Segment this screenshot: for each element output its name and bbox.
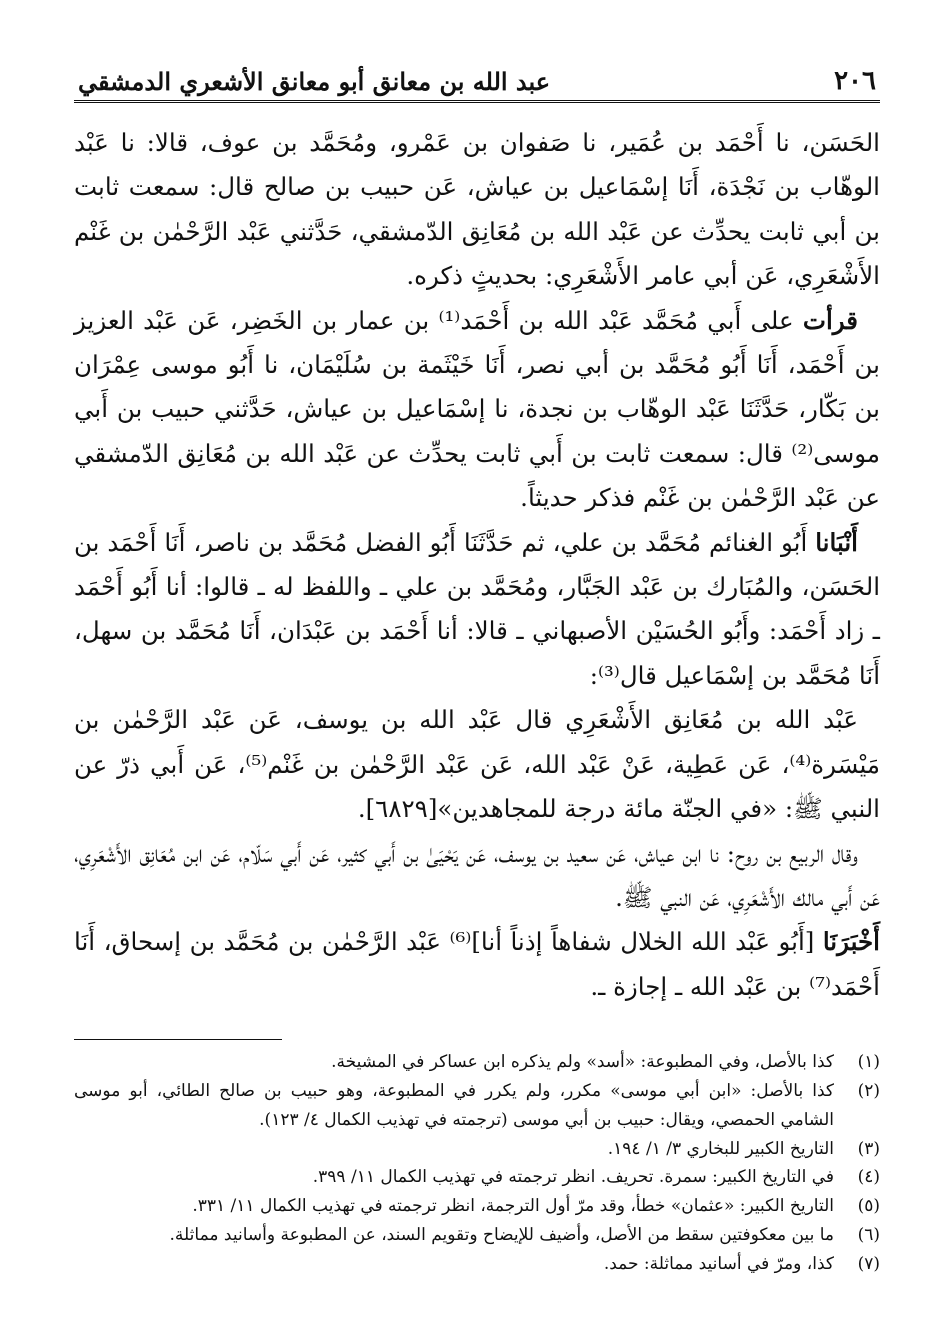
paragraph (74, 121, 880, 299)
footnote-text: كذا بالأصل: «ابن أبي موسى» مكرر، ولم يكرر في المطبوعة، وهو حبيب بن صالح الطائي، أبو موسى الشامي الحمصي، ويقال: حبيب بن أبي موسى (ترجمته في تهذيب الكمال ٤/ ١٢٣). (74, 1080, 834, 1130)
footnote-number: (٧) (857, 1253, 880, 1274)
footnote (74, 1135, 880, 1164)
paragraph-lead: أَخْبَرَنَا (822, 927, 880, 957)
page-header (74, 60, 880, 103)
paragraph-lead: قرأت (802, 305, 858, 335)
footnote-text: ما بين معكوفتين سقط من الأصل، وأضيف للإيضاح وتقويم السند، عن المطبوعة وأسانيد مماثلة. (169, 1224, 834, 1245)
footnote-number: (٢) (857, 1080, 880, 1101)
footnote (74, 1048, 880, 1077)
footnote-text: التاريخ الكبير: «عثمان» خطأ، وقد مرّ أول الترجمة، انظر ترجمته في تهذيب الكمال ١١/ ٣٣١. (192, 1196, 834, 1217)
paragraph-text: عَبْد الله بن مُعَانِق الأَشْعَرِي قال عَبْد الله بن يوسف، عَن عَبْد الرَّحْمٰن بن مَيْسَرة⁽⁴⁾، عَن عَطِية، عَنْ عَبْد الله، عَن عَبْد الرَّحْمٰن بن غَنْم⁽⁵⁾، عَن أَبي ذرّ عن النبي ﷺ: «في الجنّة مائة درجة للمجاهدين»[٦٨٢٩]. (74, 705, 880, 824)
footnotes (74, 1048, 880, 1278)
running-title: عبد الله بن معانق أبو معانق الأشعري الدمشقي (78, 67, 551, 96)
paragraph (74, 299, 880, 521)
footnote-number: (١) (857, 1052, 880, 1073)
footnote (74, 1221, 880, 1250)
paragraph-lead: أَنْبَانا (815, 527, 858, 557)
footnote-number: (٣) (857, 1138, 880, 1159)
footnote-text: كذا بالأصل، وفي المطبوعة: «أسد» ولم يذكره ابن عساكر في المشيخة. (331, 1052, 834, 1073)
footnote-number: (٤) (857, 1167, 880, 1188)
paragraph-text: أَبُو الغنائم مُحَمَّد بن علي، ثم حَدَّثَنَا أَبُو الفضل مُحَمَّد بن ناصر، أَنَا أَحْمَد بن الحَسَن، والمُبَارك بن عَبْد الجَبَّار، ومُحَمَّد بن علي ـ واللفظ له ـ قالوا: أنا أَبُو أَحْمَد ـ زاد أَحْمَد: وأَبُو الحُسَيْن الأصبهاني ـ قالا: أنا أَحْمَد بن عَبْدَان، أَنَا مُحَمَّد بن سهل، أَنَا مُحَمَّد بن إسْمَاعيل قال⁽³⁾: (74, 527, 880, 690)
paragraph (74, 832, 880, 921)
footnote (74, 1192, 880, 1221)
footnote (74, 1077, 880, 1135)
main-text (74, 121, 880, 1009)
footnote (74, 1250, 880, 1279)
footnote-number: (٦) (857, 1224, 880, 1245)
paragraph-text: على أَبي مُحَمَّد عَبْد الله بن أَحْمَد⁽¹⁾ بن عمار بن الخَضِر، عَن عَبْد العزيز بن أَحْمَد، أَنَا أَبُو مُحَمَّد بن أبي نصر، أَنَا خَيْثَمة بن سُلَيْمَان، نا أَبُو موسى عِمْرَان بن بَكّار، حَدَّثَنَا عَبْد الوهّاب بن نجدة، نا إسْمَاعيل بن عياش، حَدَّثني حبيب بن أَبي موسى⁽²⁾ قال: سمعت ثابت بن أَبي ثابت يحدِّث عن عَبْد الله بن مُعَانِق الدّمشقي عن عَبْد الرَّحْمٰن بن غَنْم فذكر حديثاً. (74, 305, 880, 513)
paragraph-text: [أَبُو عَبْد الله الخلال شفاهاً إذناً أنا]⁽⁶⁾ عَبْد الرَّحْمٰن بن مُحَمَّد بن إسحاق، أَنَا أَحْمَد⁽⁷⁾ بن عَبْد الله ـ إجازة ـ. (74, 927, 880, 1001)
paragraph (74, 920, 880, 1009)
footnote-divider (74, 1039, 282, 1040)
footnote-text: في التاريخ الكبير: سمرة. تحريف. انظر ترجمته في تهذيب الكمال ١١/ ٣٩٩. (312, 1167, 834, 1188)
footnote-text: كذا، ومرّ في أسانيد مماثلة: حمد. (603, 1253, 834, 1274)
footnote-number: (٥) (857, 1196, 880, 1217)
paragraph-text: وقال الربيع بن روح: نا ابن عياش، عَن سعيد بن يوسف، عَن يَحْيَىٰ بن أَبي كثير، عَن أَبي سَلّام، عَن ابن مُعَانِق الأَشْعَرِي، عَن أَبي مالك الأَشْعَرِي، عَن النبي ﷺ. (74, 838, 880, 912)
footnote-text: التاريخ الكبير للبخاري ٣/ ١/ ١٩٤. (607, 1138, 834, 1159)
paragraph (74, 698, 880, 831)
page-number: ٢٠٦ (834, 66, 876, 96)
paragraph (74, 521, 880, 699)
footnote (74, 1163, 880, 1192)
paragraph-text: الحَسَن، نا أَحْمَد بن عُمَير، نا صَفوان بن عَمْرو، ومُحَمَّد بن عوف، قالا: نا عَبْد الوهّاب بن نَجْدَة، أَنَا إسْمَاعيل بن عياش، عَن حبيب بن صالح قال: سمعت ثابت بن أبي ثابت يحدِّث عن عَبْد الله بن مُعَانِق الدّمشقي، حَدَّثني عَبْد الرَّحْمٰن بن غَنْم الأَشْعَرِي، عَن أبي عامر الأَشْعَرِي: بحديثٍ ذكره. (74, 128, 880, 291)
